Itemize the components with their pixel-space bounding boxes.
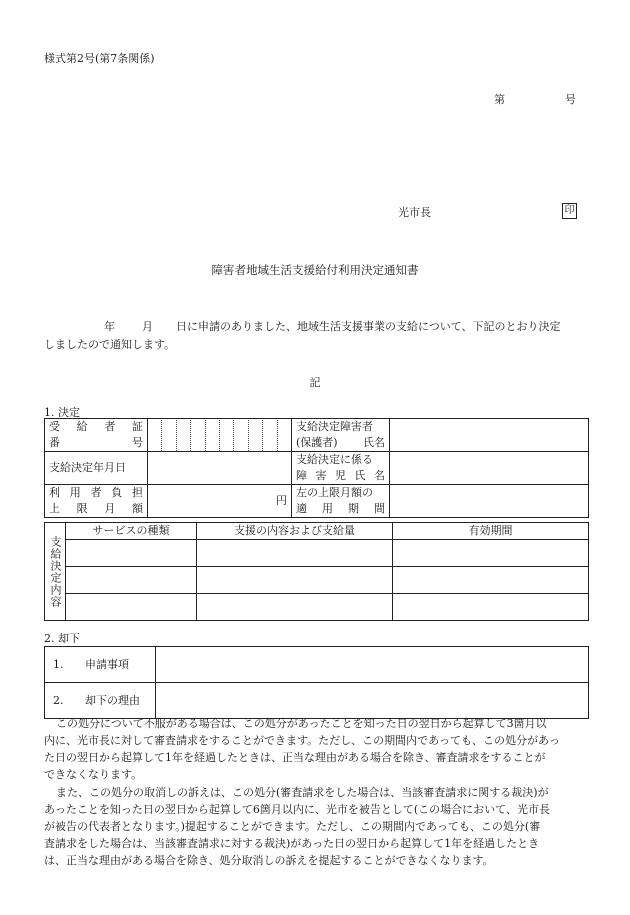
ch: (保護者): [296, 436, 338, 449]
service-cell: [197, 567, 393, 594]
application-period-label: [292, 485, 390, 518]
label-line: [45, 485, 147, 501]
digit-box: [161, 420, 175, 451]
intro-year: 年: [104, 320, 115, 333]
ch: 上: [49, 502, 60, 515]
ch: 者: [104, 420, 116, 433]
label-line: 支給決定に係る: [296, 453, 373, 466]
digit-box: [277, 420, 291, 451]
ch: 番: [49, 436, 60, 449]
notice-line: 査請求をした場合は、当該審査請求に対する裁決)があった日の翌日から起算して1年を経過したとき: [44, 837, 540, 850]
digit-box: [176, 420, 190, 451]
ch: 適: [296, 502, 307, 515]
row-label: 申請事項: [85, 657, 129, 671]
ch: 月: [104, 502, 116, 515]
col-valid-period: 有効期間: [393, 523, 589, 540]
ch: 用: [322, 502, 333, 515]
ch: 給: [76, 420, 88, 433]
lawsuit-notice-paragraph: [44, 784, 588, 869]
ch: 障: [296, 469, 307, 482]
rejection-reason-label: [45, 683, 156, 719]
ch: 利: [49, 486, 60, 499]
label-line: [292, 468, 389, 484]
ch: 負: [111, 486, 123, 499]
rejection-table: [44, 646, 589, 719]
ch: 氏: [354, 469, 366, 482]
decision-table: [44, 418, 589, 518]
service-cell: [393, 594, 589, 621]
label-line: 左の上限月額の: [296, 486, 373, 499]
rejection-item-value: [156, 647, 589, 683]
notice-line: は、正当な理由がある場合を除き、処分取消しの訴えを提起することができなくなります。: [44, 854, 494, 867]
intro-line2: しましたので通知します。: [44, 338, 176, 351]
service-cell: [393, 567, 589, 594]
rejection-reason-value: [156, 683, 589, 719]
ch: 間: [374, 502, 385, 515]
notice-line: 内に、光市長に対して審査請求をすることができます。ただし、この期間内であっても、この処分があっ: [44, 734, 560, 747]
issuer-name: 光市長: [398, 206, 431, 219]
notice-line: が被告の代表者となります。)提起することができます。ただし、この期間内であっても、この処分(審: [44, 820, 541, 833]
ch: 者: [90, 486, 102, 499]
yen-unit: 円: [276, 494, 287, 507]
ch: 限: [76, 502, 88, 515]
services-side-label: [45, 523, 66, 621]
label-line: [45, 501, 147, 517]
digit-box: [190, 420, 204, 451]
document-title: 障害者地域生活支援給付利用決定通知書: [211, 263, 419, 277]
seal-mark: 印: [562, 203, 577, 219]
digit-box: [205, 420, 219, 451]
section1-heading: 1. 決定: [44, 406, 80, 419]
form-number: 様式第2号(第7条関係): [44, 52, 155, 65]
service-cell: [66, 594, 197, 621]
application-period-value: [390, 485, 589, 518]
col-support-content: 支援の内容および支給量: [197, 523, 393, 540]
official-seal: [562, 203, 577, 219]
row-number: 1.: [53, 657, 64, 671]
child-name-label: [292, 452, 390, 485]
guardian-name-value: [390, 419, 589, 452]
appeal-notice-paragraph: [44, 715, 588, 783]
doc-number-prefix: 第: [494, 93, 505, 106]
side-label-text: 支給決定内容: [49, 535, 62, 608]
recipient-number-value: [148, 419, 292, 452]
ch: 用: [69, 486, 81, 499]
label-line: 支給決定障害者: [296, 420, 373, 433]
notice-line: この処分について不服がある場合は、この処分があったことを知った日の翌日から起算して3箇月以: [56, 717, 547, 730]
services-table: [44, 522, 589, 621]
ch: 名: [374, 469, 385, 482]
ch: 受: [49, 420, 60, 433]
service-cell: [197, 540, 393, 567]
row-label: 却下の理由: [85, 693, 140, 707]
doc-number-suffix: 号: [565, 93, 576, 106]
ch: 児: [335, 469, 346, 482]
digit-boxes: [148, 420, 291, 451]
notice-line: あったことを知った日の翌日から起算して6箇月以内に、光市を被告として(この場合において、光市長: [44, 803, 550, 816]
ch: 害: [315, 469, 327, 482]
digit-box: [248, 420, 262, 451]
service-cell: [66, 540, 197, 567]
ch: 担: [132, 486, 143, 499]
label-line: [45, 435, 147, 451]
row-number: 2.: [53, 693, 64, 707]
ch: 額: [131, 502, 143, 515]
label-line: [45, 419, 147, 435]
notice-line: た日の翌日から起算して1年を経過したときは、正当な理由がある場合を除き、審査請求をすることが: [44, 751, 546, 764]
recipient-number-label: [45, 419, 148, 452]
service-cell: [393, 540, 589, 567]
col-service-type: サービスの種類: [66, 523, 197, 540]
digit-box: [233, 420, 247, 451]
service-cell: [197, 594, 393, 621]
burden-limit-label: [45, 485, 148, 518]
section2-heading: 2. 却下: [44, 632, 80, 645]
decision-date-label: [45, 452, 148, 485]
notice-line: できなくなります。: [44, 768, 143, 781]
burden-limit-value: [148, 485, 292, 518]
label-line: [292, 435, 389, 451]
guardian-name-label: [292, 419, 390, 452]
digit-box: [219, 420, 233, 451]
service-cell: [66, 567, 197, 594]
digit-box: [262, 420, 276, 451]
ch: 氏名: [363, 436, 385, 449]
notice-line: また、この処分の取消しの訴えは、この処分(審査請求をした場合は、当該審査請求に関する裁決)が: [56, 786, 549, 799]
ch: 期: [348, 502, 359, 515]
digit-box: [148, 420, 161, 451]
intro-month: 月: [142, 320, 153, 333]
label-line: 支給決定年月日: [49, 461, 126, 474]
intro-line1: 日に申請のありました、地域生活支援事業の支給について、下記のとおり決定: [176, 320, 561, 333]
child-name-value: [390, 452, 589, 485]
ch: 証: [131, 420, 143, 433]
decision-date-value: [148, 452, 292, 485]
ch: 号: [132, 436, 143, 449]
ki-heading: 記: [309, 376, 321, 389]
label-line: [292, 501, 389, 517]
rejection-item-label: [45, 647, 156, 683]
